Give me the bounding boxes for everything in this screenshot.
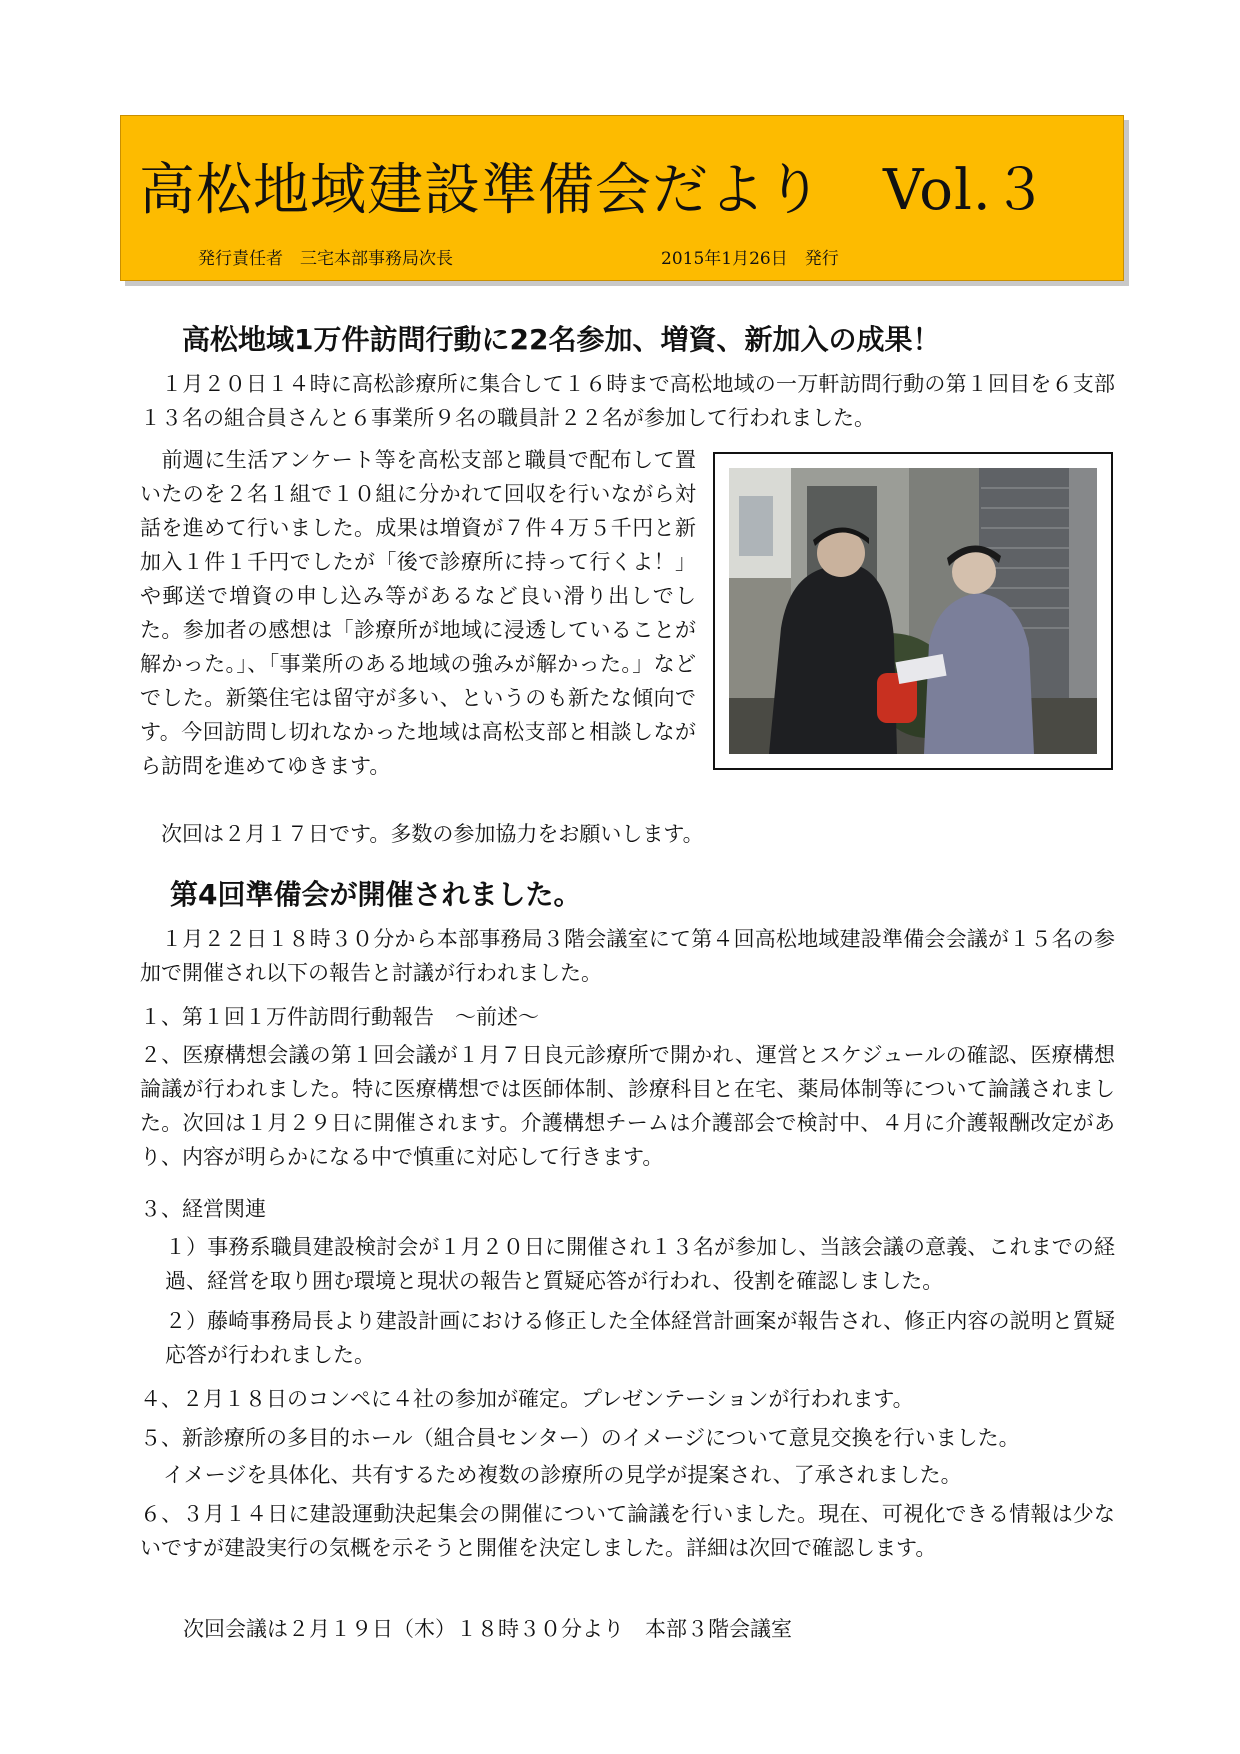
agenda-item-6: ６、３月１４日に建設運動決起集会の開催について論議を行いました。現在、可視化できる情報は少ないですが建設実行の気概を示そうと開催を決定しました。詳細は次回で確認します。 (140, 1502, 1115, 1560)
agenda-item-5-cont: イメージを具体化、共有するため複数の診療所の見学が提案され、了承されました。 (163, 1463, 962, 1487)
agenda-item-2: ２、医療構想会議の第１回会議が１月７日良元診療所で開かれ、運営とスケジュールの確認、医療構想論議が行われました。特に医療構想では医師体制、診療科目と在宅、薬局体制等について論議されました。次回は１月２９日に開催されます。介護構想チームは介護部会で検討中、４月に介護報酬改定があり、内容が明らかになる中で慎重に対応して行きます。 (140, 1043, 1115, 1169)
agenda-item-4: ４、２月１８日のコンペに４社の参加が確定。プレゼンテーションが行われます。 (140, 1387, 914, 1411)
volume-number: Vol.３ (883, 158, 1049, 223)
section2-intro: １月２２日１８時３０分から本部事務局３階会議室にて第４回高松地域建設準備会会議が１５名の参加で開催され以下の報告と討議が行われました。 (140, 927, 1115, 985)
section1-paragraph-1: １月２０日１４時に高松診療所に集合して１６時まで高松地域の一万軒訪問行動の第１回目を６支部１３名の組合員さんと６事業所９名の職員計２２名が参加して行われました。 (140, 372, 1115, 430)
title-text: 高松地域建設準備会だより (139, 158, 823, 223)
publisher: 発行責任者 三宅本部事務局次長 (198, 249, 453, 269)
agenda-item-3: ３、経営関連 (140, 1197, 266, 1221)
section2-heading: 第4回準備会が開催されました。 (170, 878, 582, 911)
activity-photo-frame (713, 452, 1113, 770)
publish-date: 2015年1月26日 発行 (661, 249, 839, 269)
masthead (120, 115, 1124, 281)
section1-paragraph-2: 前週に生活アンケート等を高松支部と職員で配布して置いたのを２名１組で１０組に分かれて回収を行いながら対話を進めて行いました。成果は増資が７件４万５千円と新加入１件１千円でしたが「後で診療所に持って行くよ！」や郵送で増資の申し込み等があるなど良い滑り出しでした。参加者の感想は「診療所が地域に浸透していることが解かった。」、「事業所のある地域の強みが解かった。」などでした。新築住宅は留守が多い、というのも新たな傾向です。今回訪問し切れなかった地域は高松支部と相談しながら訪問を進めてゆきます。 (140, 448, 696, 778)
section1-paragraph-3: 次回は２月１７日です。多数の参加協力をお願いします。 (140, 822, 704, 846)
section1-heading: 高松地域1万件訪問行動に22名参加、増資、新加入の成果！ (182, 323, 941, 356)
agenda-item-1: １、第１回１万件訪問行動報告 ～前述～ (140, 1005, 539, 1029)
agenda-item-3-1: １）事務系職員建設検討会が１月２０日に開催され１３名が参加し、当該会議の意義、これまでの経過、経営を取り囲む環境と現状の報告と質疑応答が行われ、役割を確認しました。 (165, 1235, 1115, 1293)
canvassing-photo (729, 468, 1097, 754)
agenda-item-3-2: ２）藤崎事務局長より建設計画における修正した全体経営計画案が報告され、修正内容の説明と質疑応答が行われました。 (165, 1309, 1115, 1367)
next-meeting: 次回会議は２月１９日（木）１８時３０分より 本部３階会議室 (183, 1617, 792, 1641)
newsletter-title (139, 146, 1049, 226)
agenda-item-5: ５、新診療所の多目的ホール（組合員センター）のイメージについて意見交換を行いました。 (140, 1426, 1020, 1450)
